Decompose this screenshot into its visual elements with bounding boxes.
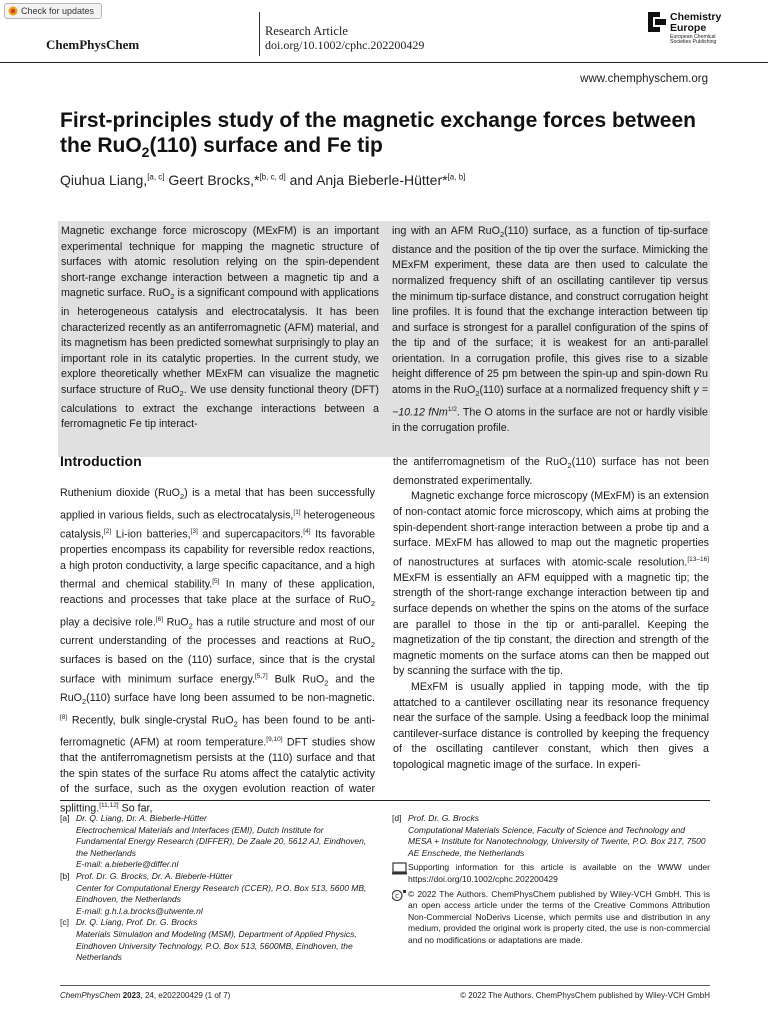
chemistry-europe-mark-icon (648, 12, 666, 32)
author-liang[interactable]: Qiuhua Liang, (60, 172, 148, 188)
affiliations-left: [a] Dr. Q. Liang, Dr. A. Bieberle-Hütter Electrochemical Materials and Interfaces (EMI), Dutch Institute for Fundamental Energy Research (DIFFER), De Zaale 20, 5612 AJ, Eindhoven, the Netherlands E-mail: a.bieberle@differ.nl [b] Prof. Dr. G. Brocks, Dr. A. Bieberle-Hütter Center for Computational Energy Research (CCER), P.O. Box 513, 5600 MB, Eindhoven, the Netherlands E-mail: g.h.l.a.brocks@utwente.nl [c] Dr. Q. Liang, Prof. Dr. G. Brocks Materials Simulation and Modeling (MSM), Department of Applied Physics, Eindhoven University Technology, P.O. Box 513, 5600MB, Eindhoven, the Netherlands (60, 813, 375, 964)
publisher-sub-line2: Societies Publishing (670, 39, 717, 46)
citation-ref[interactable]: [5] (212, 578, 220, 586)
publisher-name-line1: Chemistry (670, 11, 722, 23)
intro-paragraph-2: Magnetic exchange force microscopy (MExFM) is an extension of non-contact atomic force microscopy, which aims at probing the spin-dependent short-range interaction between a probe tip and a surface. MExFM has allowed to map out the magnetic properties of nanostructures at surfaces with atomic-scale resolution.[13–16] MExFM is essentially an AFM equipped with a magnetic tip; the strength of the short-range exchange interaction between tip and surface depends on whether the spins on the atoms of the surface are parallel to those in the tip or anti-parallel. Keeping the magnetization of the tip constant, the direction and strength of the magnetic moments on the surface atoms can then be mapped out by scanning the surface with the tip. (393, 490, 709, 678)
affiliation-c: [c] Dr. Q. Liang, Prof. Dr. G. Brocks (60, 917, 198, 928)
journal-name: ChemPhysChem (46, 37, 140, 52)
citation-ref[interactable]: [3] (190, 527, 198, 535)
supporting-information[interactable]: Supporting information for this article is available on the WWW under https://doi.org/10.1002/cphc.202200429 (392, 862, 710, 885)
footer-copyright: © 2022 The Authors. ChemPhysChem published by Wiley-VCH GmbH (460, 991, 710, 1000)
author-bieberle-hutter[interactable]: Anja Bieberle-Hütter* (316, 172, 448, 188)
open-access-license: c © 2022 The Authors. ChemPhysChem published by Wiley-VCH GmbH. This is an open access article under the terms of the Creative Commons Attribution Non-Commercial NoDerivs License, which permits use and distribution in any medium, provided the original work is properly cited, the use is non-commercial and no modifications or adaptations are made. (392, 889, 710, 947)
abstract-box (58, 221, 710, 457)
article-type: Research Article (265, 24, 348, 38)
affiliations-right: [d] Prof. Dr. G. Brocks Computational Materials Science, Faculty of Science and Technology and MESA + Institute for Nanotechnology, University of Twente, P.O. Box 217, 7500 AE Enschede, the Netherlands Supporting information for this article is available on the WWW under https://doi.org/10.1002/cphc.202200429 c © 2022 The Authors. ChemPhysChem published by Wiley-VCH GmbH. This is an open access article under the terms of the Creative Commons Attribution Non-Commercial NoDerivs License, which permits use and distribution in any medium, provided the original work is properly cited, the use is non-commercial and no modifications or adaptations are made. (392, 813, 710, 945)
citation-ref[interactable]: [13–16] (687, 555, 709, 563)
body-column-right (393, 455, 709, 774)
author-list: Qiuhua Liang,[a, c] Geert Brocks,*[b, c, d] and Anja Bieberle-Hütter*[a, b] (60, 172, 466, 188)
abstract-column-right: ing with an AFM RuO$_2$(110) surface, as a function of tip-surface distance and the position of the tip over the surface. Mimicking the MExFM experiment, these data are then used to calculate the normalized frequency shift of an oscillating cantilever tip versus the minimum tip-surface distance, and construct corrugation height line profiles. It is found that the exchange interaction between tip and surface is strongest for a parallel configuration of the spins of the tip and of the surface; it is weakest for an anti-parallel orientation. In a corrugation profile, this gives rise to a sizable height difference of 25 pm between the spin-up and spin-down Ru atoms in the RuO$_2$(110) surface at a normalized frequency shift γ = −10.12 fNm$^{1/2}$. The O atoms in the surface are not or hardly visible in the corrugation profile. (392, 225, 709, 434)
email-link[interactable]: E-mail: a.bieberle@differ.nl (76, 859, 179, 870)
citation-ref[interactable]: [8] (60, 713, 68, 721)
intro-paragraph-3: MExFM is usually applied in tapping mode, with the tip attatched to a cantilever oscillating near its resonance frequency near the surface of the sample. Using a feedback loop the minimal cantilever-surface distance is controlled by keeping the frequency of the oscillating cantilever constant, which then gives a topological magnetic image of the surface. In experi- (393, 681, 709, 771)
publisher-name-line2: Europe (670, 21, 707, 34)
doi-link[interactable]: doi.org/10.1002/cphc.202200429 (265, 38, 425, 52)
citation-ref[interactable]: [11,12] (99, 802, 119, 810)
citation-ref[interactable]: [1] (293, 508, 301, 516)
affiliation-d: [d] Prof. Dr. G. Brocks (392, 813, 480, 823)
header-divider (259, 12, 260, 56)
footnote-rule (60, 800, 710, 801)
check-for-updates-button[interactable] (4, 3, 102, 19)
check-updates-label: Check for updates (21, 6, 95, 16)
check-updates-icon (8, 6, 18, 16)
author-brocks[interactable]: Geert Brocks,* (168, 172, 260, 188)
section-heading-introduction: Introduction (60, 453, 142, 469)
citation-ref[interactable]: [4] (303, 527, 311, 535)
abstract-column-left: Magnetic exchange force microscopy (MExFM) is an important experimental technique for mapping the magnetic structure of surfaces with atomic resolution relying on the spin-dependent short-range exchange interaction between a magnetic tip and a magnetic surface. RuO$_2$ is a significant compound with applications in heterogeneous catalysis and electrocatalysis. It has been characterized recently as an antiferromagnetic (AFM) material, and its magnetism has been predicted somewhat surprisingly to play an important role in its catalytic properties. In the current study, we explore theoretically whether MExFM can visualize the magnetic surface structure of RuO$_2$. We use density functional theory (DFT) calculations to extract the exchange interactions between a ferromagnetic Fe tip interact- (61, 225, 379, 431)
citation-ref[interactable]: [6] (155, 616, 164, 624)
intro-paragraph-1-continued: the antiferromagnetism of the RuO$_2$(110) surface has not been demonstrated experimentally. (393, 456, 709, 487)
header-rule (0, 62, 768, 63)
citation-ref[interactable]: [9,10] (266, 736, 283, 744)
affiliation-a: [a] Dr. Q. Liang, Dr. A. Bieberle-Hütter (60, 813, 207, 823)
svg-text:c: c (395, 891, 399, 900)
body-column-left (60, 486, 375, 817)
citation-ref[interactable]: [2] (103, 527, 112, 535)
affiliation-b: [b] Prof. Dr. G. Brocks, Dr. A. Bieberle-Hütter (60, 870, 233, 881)
citation-ref[interactable]: [5,7] (255, 672, 268, 680)
publisher-sub-line1: European Chemical (670, 34, 716, 40)
footer-citation: ChemPhysChem 2023, 24, e202200429 (1 of 7) (60, 991, 231, 1000)
intro-paragraph-1: Ruthenium dioxide (RuO$_2$) is a metal that has been successfully applied in various fields, such as electrocatalysis,[1] heterogeneous catalysis,[2] Li-ion batteries,[3] and supercapacitors.[4] Its favorable properties encompass its capability for reversible redox reactions, a high proton conductivity, a large specific capacitance, and a high thermal and chemical stability.[5] In many of these application, reactions and processes that take place at the surface of RuO$_2$ play a decisive role.[6] RuO$_2$ has a rutile structure and most of our current understanding of the processes and reactions at RuO$_2$ surfaces is based on the (110) surface, since that is the crystal surface with minimum surface energy.[5,7] Bulk RuO$_2$ and the RuO$_2$(110) surface have long been assumed to be non-magnetic.[8] Recently, bulk single-crystal RuO$_2$ has been found to be anti-ferromagnetic (AFM) at room temperature.[9,10] DFT studies show that the antiferromagnetism persists at the (110) surface and that the spin states of the surface Ru atoms affect the catalytic activity of the surface, such as the oxygen evolution reaction of water splitting.[11,12] So far, (60, 487, 376, 815)
open-access-icon (392, 889, 408, 902)
supporting-info-icon (392, 862, 408, 875)
article-title: First-principles study of the magnetic exchange forces between the RuO$_2$(110) surface and Fe tip (60, 109, 696, 161)
email-link[interactable]: E-mail: g.h.l.a.brocks@utwente.nl (76, 905, 203, 916)
footer-rule (60, 985, 710, 986)
journal-website-link[interactable]: www.chemphyschem.org (580, 73, 708, 85)
chemistry-europe-logo[interactable] (648, 12, 721, 45)
